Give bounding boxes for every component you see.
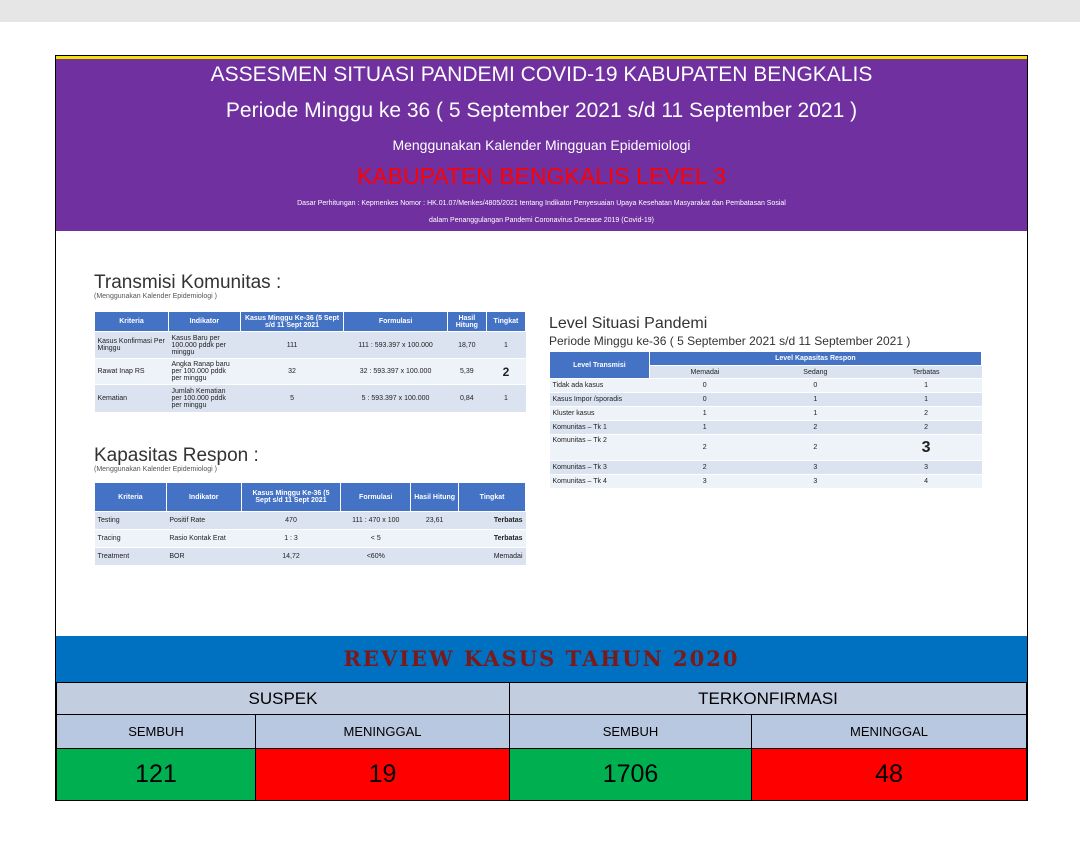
col-kasus: Kasus Minggu Ke-36 (5 Sept s/d 11 Sept 2021: [240, 312, 344, 332]
col-sedang: Sedang: [760, 366, 871, 379]
cell: 111 : 470 x 100: [341, 512, 411, 530]
cell: Terbatas: [459, 512, 526, 530]
table-row: [95, 530, 526, 548]
cell: Treatment: [95, 548, 167, 566]
col-hasil: Hasil Hitung: [411, 483, 459, 512]
konfirmasi-meninggal-label: MENINGGAL: [751, 714, 1027, 749]
cell: [411, 548, 459, 566]
cell: BOR: [166, 548, 241, 566]
cell: 5 : 593.397 x 100.000: [344, 385, 448, 413]
suspek-sembuh-label: SEMBUH: [56, 714, 256, 749]
suspek-meninggal-count: 19: [255, 748, 510, 801]
col-level-kapasitas: Level Kapasitas Respon: [649, 352, 981, 366]
assessment-panel: [55, 55, 1028, 801]
level-situasi-table: [549, 351, 982, 489]
cell: 3: [649, 475, 760, 489]
cell: 1: [649, 421, 760, 435]
cell: Testing: [95, 512, 167, 530]
cell: 32 : 593.397 x 100.000: [344, 359, 448, 385]
konfirmasi-sembuh-count: 1706: [509, 748, 752, 801]
cell: < 5: [341, 530, 411, 548]
cell: 3: [871, 461, 982, 475]
cell: 3: [760, 475, 871, 489]
cell: 1: [486, 332, 525, 359]
col-tingkat: Tingkat: [486, 312, 525, 332]
transmisi-note: (Menggunakan Kalender Epidemiologi ): [94, 293, 217, 300]
cell: 2: [486, 359, 525, 385]
konfirmasi-sembuh-label: SEMBUH: [509, 714, 752, 749]
table-row: [550, 421, 982, 435]
col-hasil: Hasil Hitung: [447, 312, 486, 332]
review-banner: [56, 636, 1027, 682]
subtitle: Menggunakan Kalender Mingguan Epidemiologi: [392, 137, 691, 153]
terkonfirmasi-header: TERKONFIRMASI: [509, 682, 1027, 715]
cell-current-level: 3: [871, 435, 982, 461]
transmisi-table: [94, 311, 526, 413]
cell: 23,61: [411, 512, 459, 530]
cell: 18,70: [447, 332, 486, 359]
title-line-2: Periode Minggu ke 36 ( 5 September 2021 s/d 11 September 2021 ): [225, 99, 858, 122]
suspek-sembuh-count: 121: [56, 748, 256, 801]
col-terbatas: Terbatas: [871, 366, 982, 379]
cell: Komunitas – Tk 1: [550, 421, 650, 435]
kapasitas-note: (Menggunakan Kalender Epidemiologi ): [94, 466, 217, 473]
review-title: REVIEW KASUS TAHUN 2020: [343, 646, 740, 671]
cell: Angka Ranap baru per 100.000 pddk per minggu: [168, 359, 240, 385]
suspek-header: SUSPEK: [56, 682, 510, 715]
cell: Kasus Konfirmasi Per Minggu: [95, 332, 169, 359]
cell: Komunitas – Tk 4: [550, 475, 650, 489]
cell: Terbatas: [459, 530, 526, 548]
header-banner: [56, 56, 1027, 231]
cell: 1 : 3: [241, 530, 341, 548]
col-tingkat: Tingkat: [459, 483, 526, 512]
cell: 2: [871, 407, 982, 421]
cell: 111: [240, 332, 344, 359]
cell: Jumlah Kematian per 100.000 pddk per minggu: [168, 385, 240, 413]
cell: 0,84: [447, 385, 486, 413]
cell: 1: [649, 407, 760, 421]
cell: 5,39: [447, 359, 486, 385]
top-bar: [0, 0, 1080, 22]
cell: <60%: [341, 548, 411, 566]
col-formulasi: Formulasi: [344, 312, 448, 332]
cell: Kluster kasus: [550, 407, 650, 421]
table-row: [550, 475, 982, 489]
kapasitas-table: [94, 482, 526, 566]
cell: 4: [871, 475, 982, 489]
cell: Kasus Impor /sporadis: [550, 393, 650, 407]
col-indikator: Indikator: [168, 312, 240, 332]
table-row: [95, 548, 526, 566]
cell: 14,72: [241, 548, 341, 566]
table-row: [95, 385, 526, 413]
cell: 0: [760, 379, 871, 393]
cell: 1: [871, 379, 982, 393]
cell: 2: [871, 421, 982, 435]
cell: 32: [240, 359, 344, 385]
col-kriteria: Kriteria: [95, 483, 167, 512]
cell: Komunitas – Tk 2: [550, 435, 650, 461]
transmisi-title: Transmisi Komunitas :: [94, 272, 282, 293]
cell: Tracing: [95, 530, 167, 548]
cell: Tidak ada kasus: [550, 379, 650, 393]
cell: 1: [871, 393, 982, 407]
table-row: [550, 393, 982, 407]
cell: Rawat Inap RS: [95, 359, 169, 385]
cell: 2: [649, 435, 760, 461]
cell: 0: [649, 379, 760, 393]
table-row: [550, 407, 982, 421]
col-indikator: Indikator: [166, 483, 241, 512]
kapasitas-title: Kapasitas Respon :: [94, 445, 259, 466]
cell: 2: [649, 461, 760, 475]
col-formulasi: Formulasi: [341, 483, 411, 512]
cell: 1: [760, 393, 871, 407]
suspek-meninggal-label: MENINGGAL: [255, 714, 510, 749]
cell: 0: [649, 393, 760, 407]
cell: 470: [241, 512, 341, 530]
col-memadai: Memadai: [649, 366, 760, 379]
table-row: [95, 512, 526, 530]
cell: Memadai: [459, 548, 526, 566]
basis-line-2: dalam Penanggulangan Pandemi Coronavirus Desease 2019 (Covid-19): [429, 217, 654, 224]
cell: 1: [486, 385, 525, 413]
table-row: [550, 379, 982, 393]
col-kasus: Kasus Minggu Ke-36 (5 Sept s/d 11 Sept 2021: [241, 483, 341, 512]
cell: 5: [240, 385, 344, 413]
cell: 2: [760, 435, 871, 461]
table-row: [550, 461, 982, 475]
cell: [411, 530, 459, 548]
cell: Rasio Kontak Erat: [166, 530, 241, 548]
table-row: [95, 332, 526, 359]
cell: 2: [760, 421, 871, 435]
cell: Kasus Baru per 100.000 pddk per minggu: [168, 332, 240, 359]
level-situasi-subtitle: Periode Minggu ke-36 ( 5 September 2021 s/d 11 September 2021 ): [549, 334, 911, 348]
table-row: [95, 359, 526, 385]
table-row: [550, 435, 982, 461]
title-line-1: ASSESMEN SITUASI PANDEMI COVID-19 KABUPATEN BENGKALIS: [210, 63, 873, 86]
konfirmasi-meninggal-count: 48: [751, 748, 1027, 801]
level-situasi-title: Level Situasi Pandemi: [549, 315, 708, 332]
cell: 3: [760, 461, 871, 475]
cell: Kematian: [95, 385, 169, 413]
col-level-transmisi: Level Transmisi: [550, 352, 650, 379]
cell: 1: [760, 407, 871, 421]
basis-line-1: Dasar Perhitungan : Kepmenkes Nomor : HK.01.07/Menkes/4805/2021 tentang Indikator Penyesuaian Upaya Kesehatan Masyarakat dan Pembatasan Sosial: [297, 200, 786, 207]
cell: 111 : 593.397 x 100.000: [344, 332, 448, 359]
cell: Komunitas – Tk 3: [550, 461, 650, 475]
col-kriteria: Kriteria: [95, 312, 169, 332]
cell: Positif Rate: [166, 512, 241, 530]
level-banner: KABUPATEN BENGKALIS LEVEL 3: [357, 163, 726, 189]
